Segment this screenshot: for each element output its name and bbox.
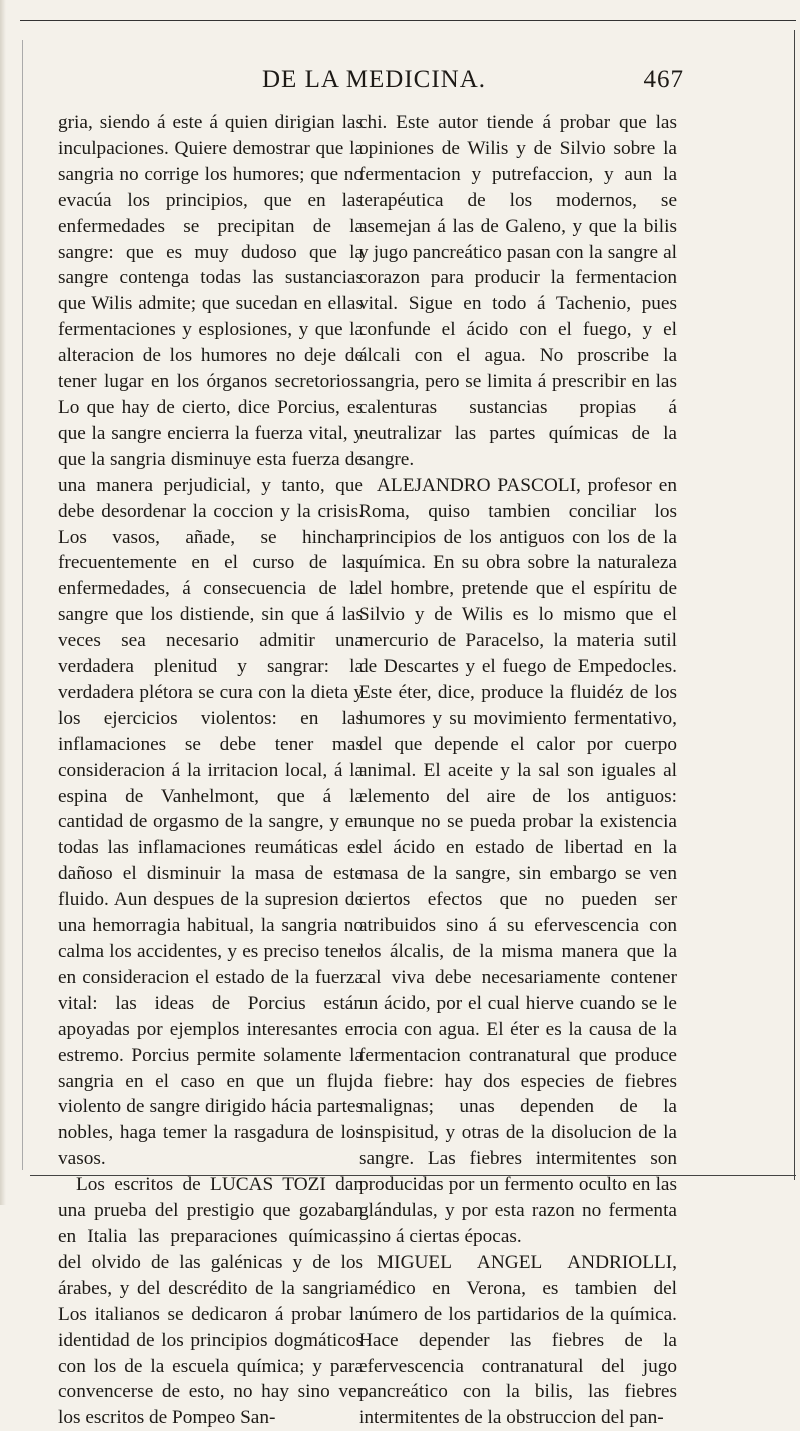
paragraph-andriolli: MIGUEL ANGEL ANDRIOLLI, médico en Verona, es tambien del número de los partidarios de la química. Hace depender las fiebres de la efervescencia contranatural del jugo pancreático con la bilis, las fiebres intermitentes de la obstruccion del pan-: [359, 1251, 677, 1429]
paragraph-sanchi: chi. Este autor tiende á probar que las opiniones de Wilis y de Silvio sobre la fermentacion y putrefaccion, y aun la terapéutica de los modernos, se asemejan á las de Galeno, y que la bilis y jugo pancreático pasan con la sangre al corazon para producir la fermentacion vital. Sigue en todo á Tachenio, pues confunde el ácido con el fuego, y el álcali con el agua. No proscribe la sangria, pero se limita á prescribir en las calenturas sustancias propias á neutralizar las partes químicas de la sangre.: [359, 112, 677, 470]
page-number: 467: [643, 66, 684, 93]
top-border-line: [20, 20, 796, 21]
paragraph-lucas-tozi: Los escritos de LUCAS TOZI dan una prueba del prestigio que gozaban en Italia las preparaciones químicas, del olvido de las galénicas y de los árabes, y del descrédito de la sangria. Los italianos se dedicaron á probar la identidad de los principios dogmáticos con los de la escuela química; y para convencerse de esto, no hay sino ver los escritos de Pompeo San-: [58, 1174, 363, 1429]
running-head: DE LA MEDICINA.: [262, 66, 487, 93]
left-column: [58, 110, 363, 1431]
page-edge-shadow: [0, 0, 6, 1205]
right-border-line: [794, 30, 795, 1180]
page-header: [58, 66, 684, 98]
left-border-line: [22, 40, 23, 1170]
paragraph-porcius: gria, siendo á este á quien dirigian las inculpaciones. Quiere demostrar que la sangria no corrige los humores; que no evacúa los principios, que en las enfermedades se precipitan de la sangre: que es muy dudoso que la sangre contenga todas las sustancias que Wilis admite; que sucedan en ellas fermentaciones y esplosiones, y que la alteracion de los humores no deje de tener lugar en los órganos secretorios. Lo que hay de cierto, dice Porcius, es que la sangre encierra la fuerza vital, y que la sangria disminuye esta fuerza de una manera perjudicial, y tanto, que debe desordenar la coccion y la crisis. Los vasos, añade, se hinchan frecuentemente en el curso de las enfermedades, á consecuencia de la sangre que los distiende, sin que á las veces sea necesario admitir una verdadera plenitud y sangrar: la verdadera plétora se cura con la dieta y los ejercicios violentos: en las inflamaciones se debe tener mas consideracion á la irritacion local, á la espina de Vanhelmont, que á la cantidad de orgasmo de la sangre, y en todas las inflamaciones reumáticas es dañoso el disminuir la masa de este fluido. Aun despues de la supresion de una hemorragia habitual, la sangria no calma los accidentes, y es preciso tener en consideracion el estado de la fuerza vital: las ideas de Porcius están apoyadas por ejemplos interesantes en estremo. Porcius permite solamente la sangria en el caso en que un flujo violento de sangre dirigido hácia partes nobles, haga temer la rasgadura de los vasos.: [58, 112, 363, 1170]
right-column: [359, 110, 677, 1431]
paragraph-pascoli: ALEJANDRO PASCOLI, profesor en Roma, quiso tambien conciliar los principios de los antiguos con los de la química. En su obra sobre la naturaleza del hombre, pretende que el espíritu de Silvio y de Wilis es lo mismo que el mercurio de Paracelso, la materia sutil de Descartes y el fuego de Empedocles. Este éter, dice, produce la fluidéz de los humores y su movimiento fermentativo, del que depende el calor por cuerpo animal. El aceite y la sal son iguales al elemento del aire de los antiguos: aunque no se pueda probar la existencia del ácido en estado de libertad en la masa de la sangre, sin embargo se ven ciertos efectos que no pueden ser atribuidos sino á su efervescencia con los álcalis, de la misma manera que la cal viva debe necesariamente contener un ácido, por el cual hierve cuando se le rocia con agua. El éter es la causa de la fermentacion contranatural que produce la fiebre: hay dos especies de fiebres malignas; unas dependen de la inspisitud, y otras de la disolucion de la sangre. Las fiebres intermitentes son producidas por un fermento oculto en las glándulas, y por esta razon no fermenta sino á ciertas épocas.: [359, 474, 677, 1247]
